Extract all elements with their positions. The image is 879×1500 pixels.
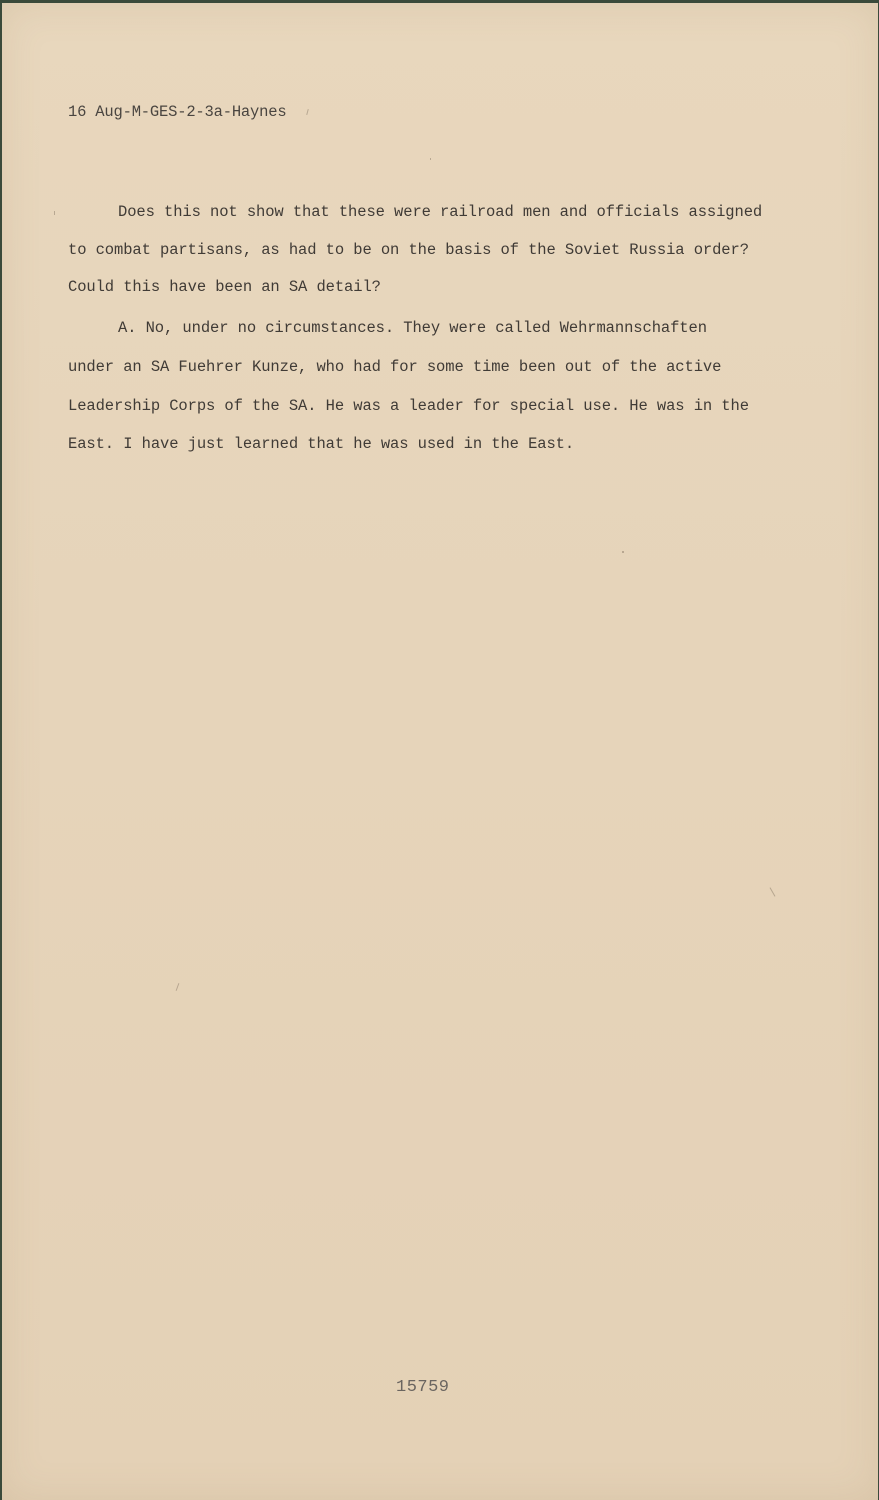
- answer-line: A. No, under no circumstances. They were called Wehrmannschaften: [118, 319, 707, 337]
- answer-line: East. I have just learned that he was used in the East.: [68, 435, 575, 453]
- paper-speck: [430, 158, 431, 160]
- paper-speck: [176, 983, 180, 991]
- question-line: Could this have been an SA detail?: [68, 278, 381, 296]
- paper-speck: [770, 887, 776, 896]
- answer-line: under an SA Fuehrer Kunze, who had for some time been out of the active: [68, 358, 722, 376]
- answer-line: Leadership Corps of the SA. He was a leader for special use. He was in the: [68, 397, 749, 415]
- page-number: 15759: [396, 1378, 450, 1397]
- document-page: [2, 3, 878, 1500]
- paper-speck: [622, 551, 624, 553]
- paper-speck: [54, 211, 55, 215]
- question-line: Does this not show that these were railroad men and officials assigned: [118, 203, 763, 221]
- document-reference: 16 Aug-M-GES-2-3a-Haynes: [68, 103, 287, 121]
- question-line: to combat partisans, as had to be on the basis of the Soviet Russia order?: [68, 241, 749, 259]
- paper-speck: [306, 109, 309, 115]
